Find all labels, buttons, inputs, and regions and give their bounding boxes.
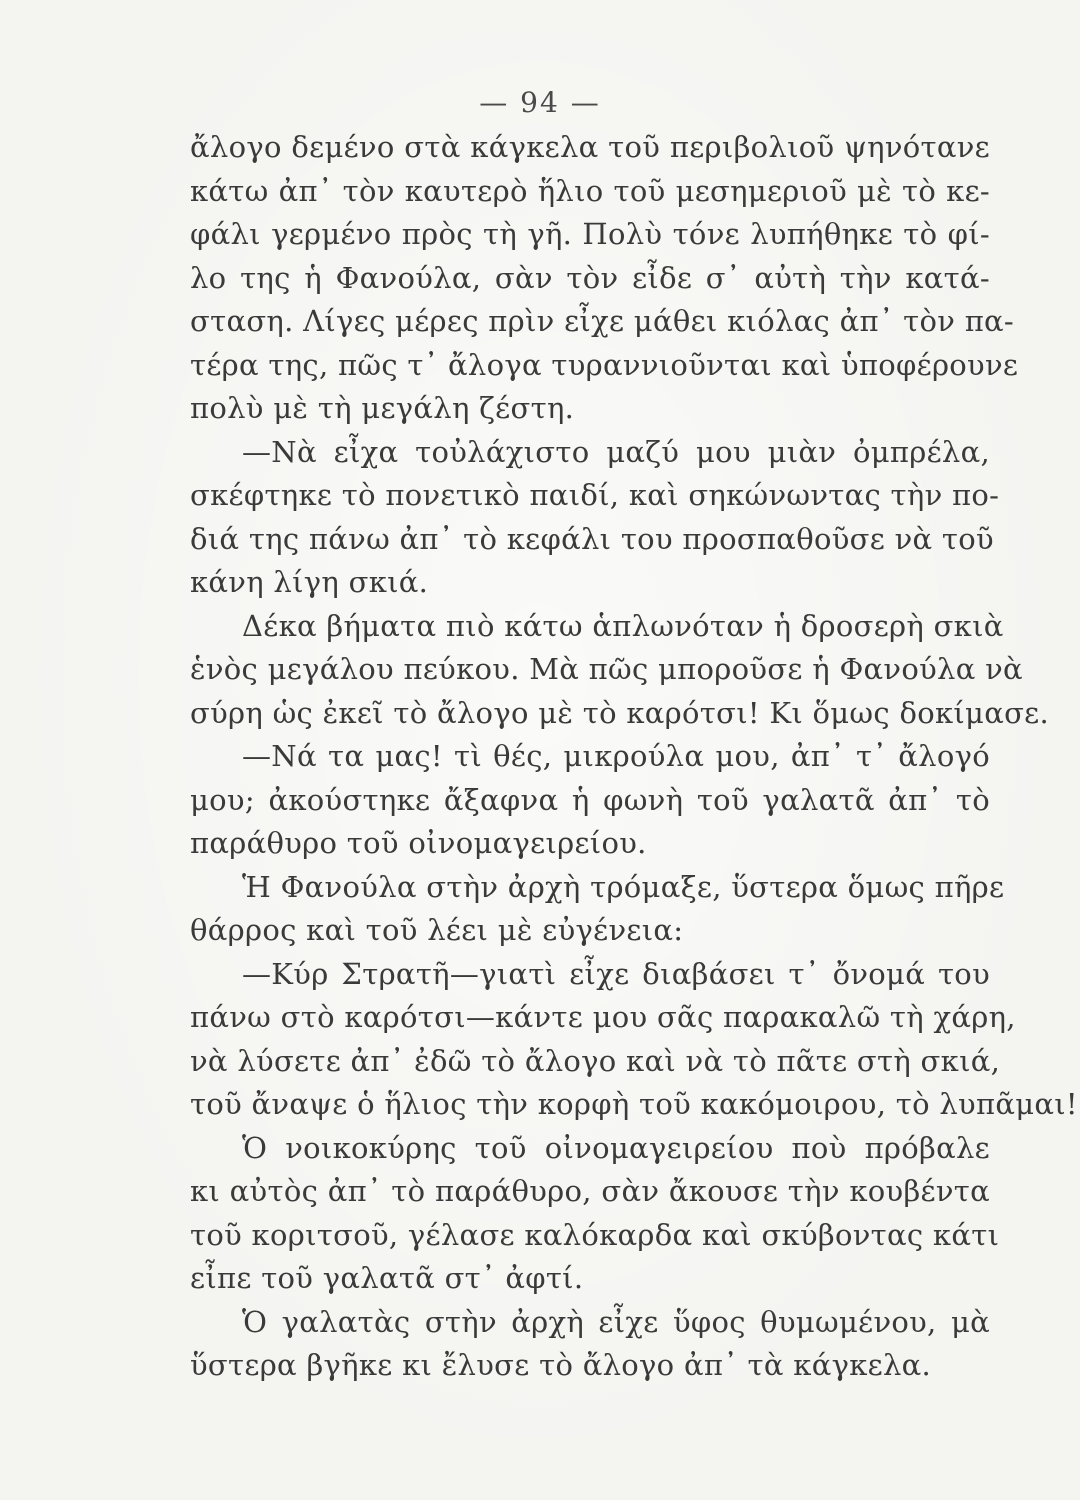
text-line: θάρρος καὶ τοῦ λέει μὲ εὐγένεια:: [190, 913, 684, 947]
text-line: σκέφτηκε τὸ πονετικὸ παιδί, καὶ σηκώνωντας τὴν πο-: [190, 478, 1000, 512]
text-line: ἄλογο δεμένο στὰ κάγκελα τοῦ περιβολιοῦ ψηνότανε: [190, 130, 990, 164]
text-line: Ὁ γαλατὰς στὴν ἀρχὴ εἶχε ὕφος θυμωμένου, μὰ: [242, 1304, 990, 1339]
text-line: —Νά τα μας! τὶ θές, μικρούλα μου, ἀπ᾿ τ᾿ ἄλογό: [242, 739, 990, 773]
text-line: πάνω στὸ καρότσι—κάντε μου σᾶς παρακαλῶ τὴ χάρη,: [190, 1000, 1016, 1034]
text-line: ἑνὸς μεγάλου πεύκου. Μὰ πῶς μποροῦσε ἡ Φανούλα νὰ: [190, 652, 1023, 686]
page-number: — 94 —: [479, 86, 601, 119]
text-line: Ὁ νοικοκύρης τοῦ οἰνομαγειρείου ποὺ πρόβαλε: [242, 1130, 990, 1165]
text-line: λο της ἡ Φανούλα, σὰν τὸν εἶδε σ᾿ αὐτὴ τὴν κατά-: [190, 260, 990, 295]
text-line: —Νὰ εἶχα τοὐλάχιστο μαζύ μου μιὰν ὀμπρέλα,: [242, 434, 990, 469]
text-line: νὰ λύσετε ἀπ᾿ ἐδῶ τὸ ἄλογο καὶ νὰ τὸ πᾶτε στὴ σκιά,: [190, 1043, 1001, 1078]
text-line: σύρη ὡς ἐκεῖ τὸ ἄλογο μὲ τὸ καρότσι! Κι ὅμως δοκίμασε.: [190, 695, 1050, 730]
text-line: εἶπε τοῦ γαλατᾶ στ᾿ ἀφτί.: [190, 1261, 584, 1295]
text-line: κάνη λίγη σκιά.: [190, 565, 429, 599]
text-line: σταση. Λίγες μέρες πρὶν εἶχε μάθει κιόλας ἀπ᾿ τὸν πα-: [190, 304, 1015, 338]
text-line: κάτω ἀπ᾿ τὸν καυτερὸ ἥλιο τοῦ μεσημεριοῦ μὲ τὸ κε-: [190, 173, 990, 208]
text-line: —Κύρ Στρατῆ—γιατὶ εἶχε διαβάσει τ᾿ ὄνομά του: [242, 956, 990, 991]
text-line: Δέκα βήματα πιὸ κάτω ἁπλωνόταν ἡ δροσερὴ σκιὰ: [242, 608, 1004, 643]
text-line: διά της πάνω ἀπ᾿ τὸ κεφάλι του προσπαθοῦσε νὰ τοῦ: [190, 521, 994, 556]
text-line: φάλι γερμένο πρὸς τὴ γῆ. Πολὺ τόνε λυπήθηκε τὸ φί-: [190, 217, 990, 251]
text-line: τοῦ ἄναψε ὁ ἥλιος τὴν κορφὴ τοῦ κακόμοιρου, τὸ λυπᾶμαι!: [190, 1087, 1078, 1121]
body-text: [190, 126, 1078, 1388]
text-line: παράθυρο τοῦ οἰνομαγειρείου.: [190, 826, 647, 860]
text-line: μου; ἀκούστηκε ἄξαφνα ἡ φωνὴ τοῦ γαλατᾶ ἀπ᾿ τὸ: [190, 782, 990, 817]
text-line: κι αὐτὸς ἀπ᾿ τὸ παράθυρο, σὰν ἄκουσε τὴν κουβέντα: [190, 1174, 990, 1208]
text-line: τέρα της, πῶς τ᾿ ἄλογα τυραννιοῦνται καὶ ὑποφέρουνε: [190, 347, 1019, 382]
text-line: τοῦ κοριτσοῦ, γέλασε καλόκαρδα καὶ σκύβοντας κάτι: [190, 1217, 1000, 1252]
text-line: Ἡ Φανούλα στὴν ἀρχὴ τρόμαξε, ὕστερα ὅμως πῆρε: [242, 869, 1005, 904]
text-line: πολὺ μὲ τὴ μεγάλη ζέστη.: [190, 391, 575, 425]
text-line: ὕστερα βγῆκε κι ἔλυσε τὸ ἄλογο ἀπ᾿ τὰ κάγκελα.: [190, 1348, 932, 1382]
